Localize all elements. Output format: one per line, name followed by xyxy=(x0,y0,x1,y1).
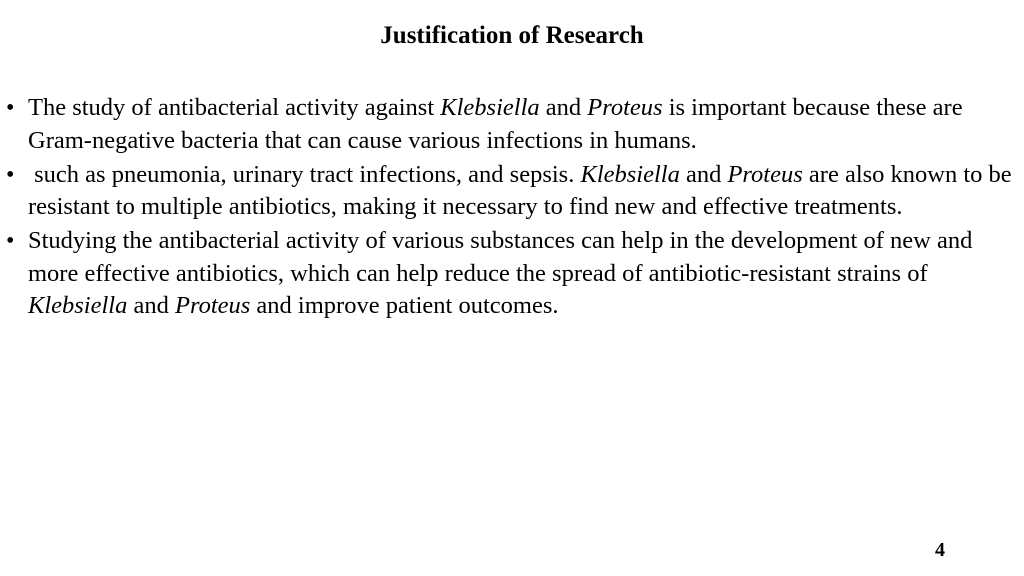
page-number: 4 xyxy=(935,539,945,561)
bullet-item xyxy=(4,225,1018,323)
slide-title: Justification of Research xyxy=(380,22,644,49)
bullet-text: The study of antibacterial activity against Klebsiella and Proteus is important because these are Gram-negative bacteria that can cause various infections in humans. xyxy=(28,94,963,154)
bullet-dot-icon: • xyxy=(6,228,15,254)
bullet-text: such as pneumonia, urinary tract infections, and sepsis. Klebsiella and Proteus are also known to be resistant to multiple antibiotics, making it necessary to find new and effective treatments. xyxy=(28,160,1018,220)
bullet-text: Studying the antibacterial activity of various substances can help in the development of new and more effective antibiotics, which can help reduce the spread of antibiotic-resistant strains of Klebsiella and Proteus and improve patient outcomes. xyxy=(28,227,973,319)
bullet-list xyxy=(4,92,1018,324)
bullet-dot-icon: • xyxy=(6,161,15,188)
bullet-item xyxy=(4,159,1018,224)
bullet-item xyxy=(4,92,1018,157)
bullet-dot-icon: • xyxy=(6,95,15,121)
